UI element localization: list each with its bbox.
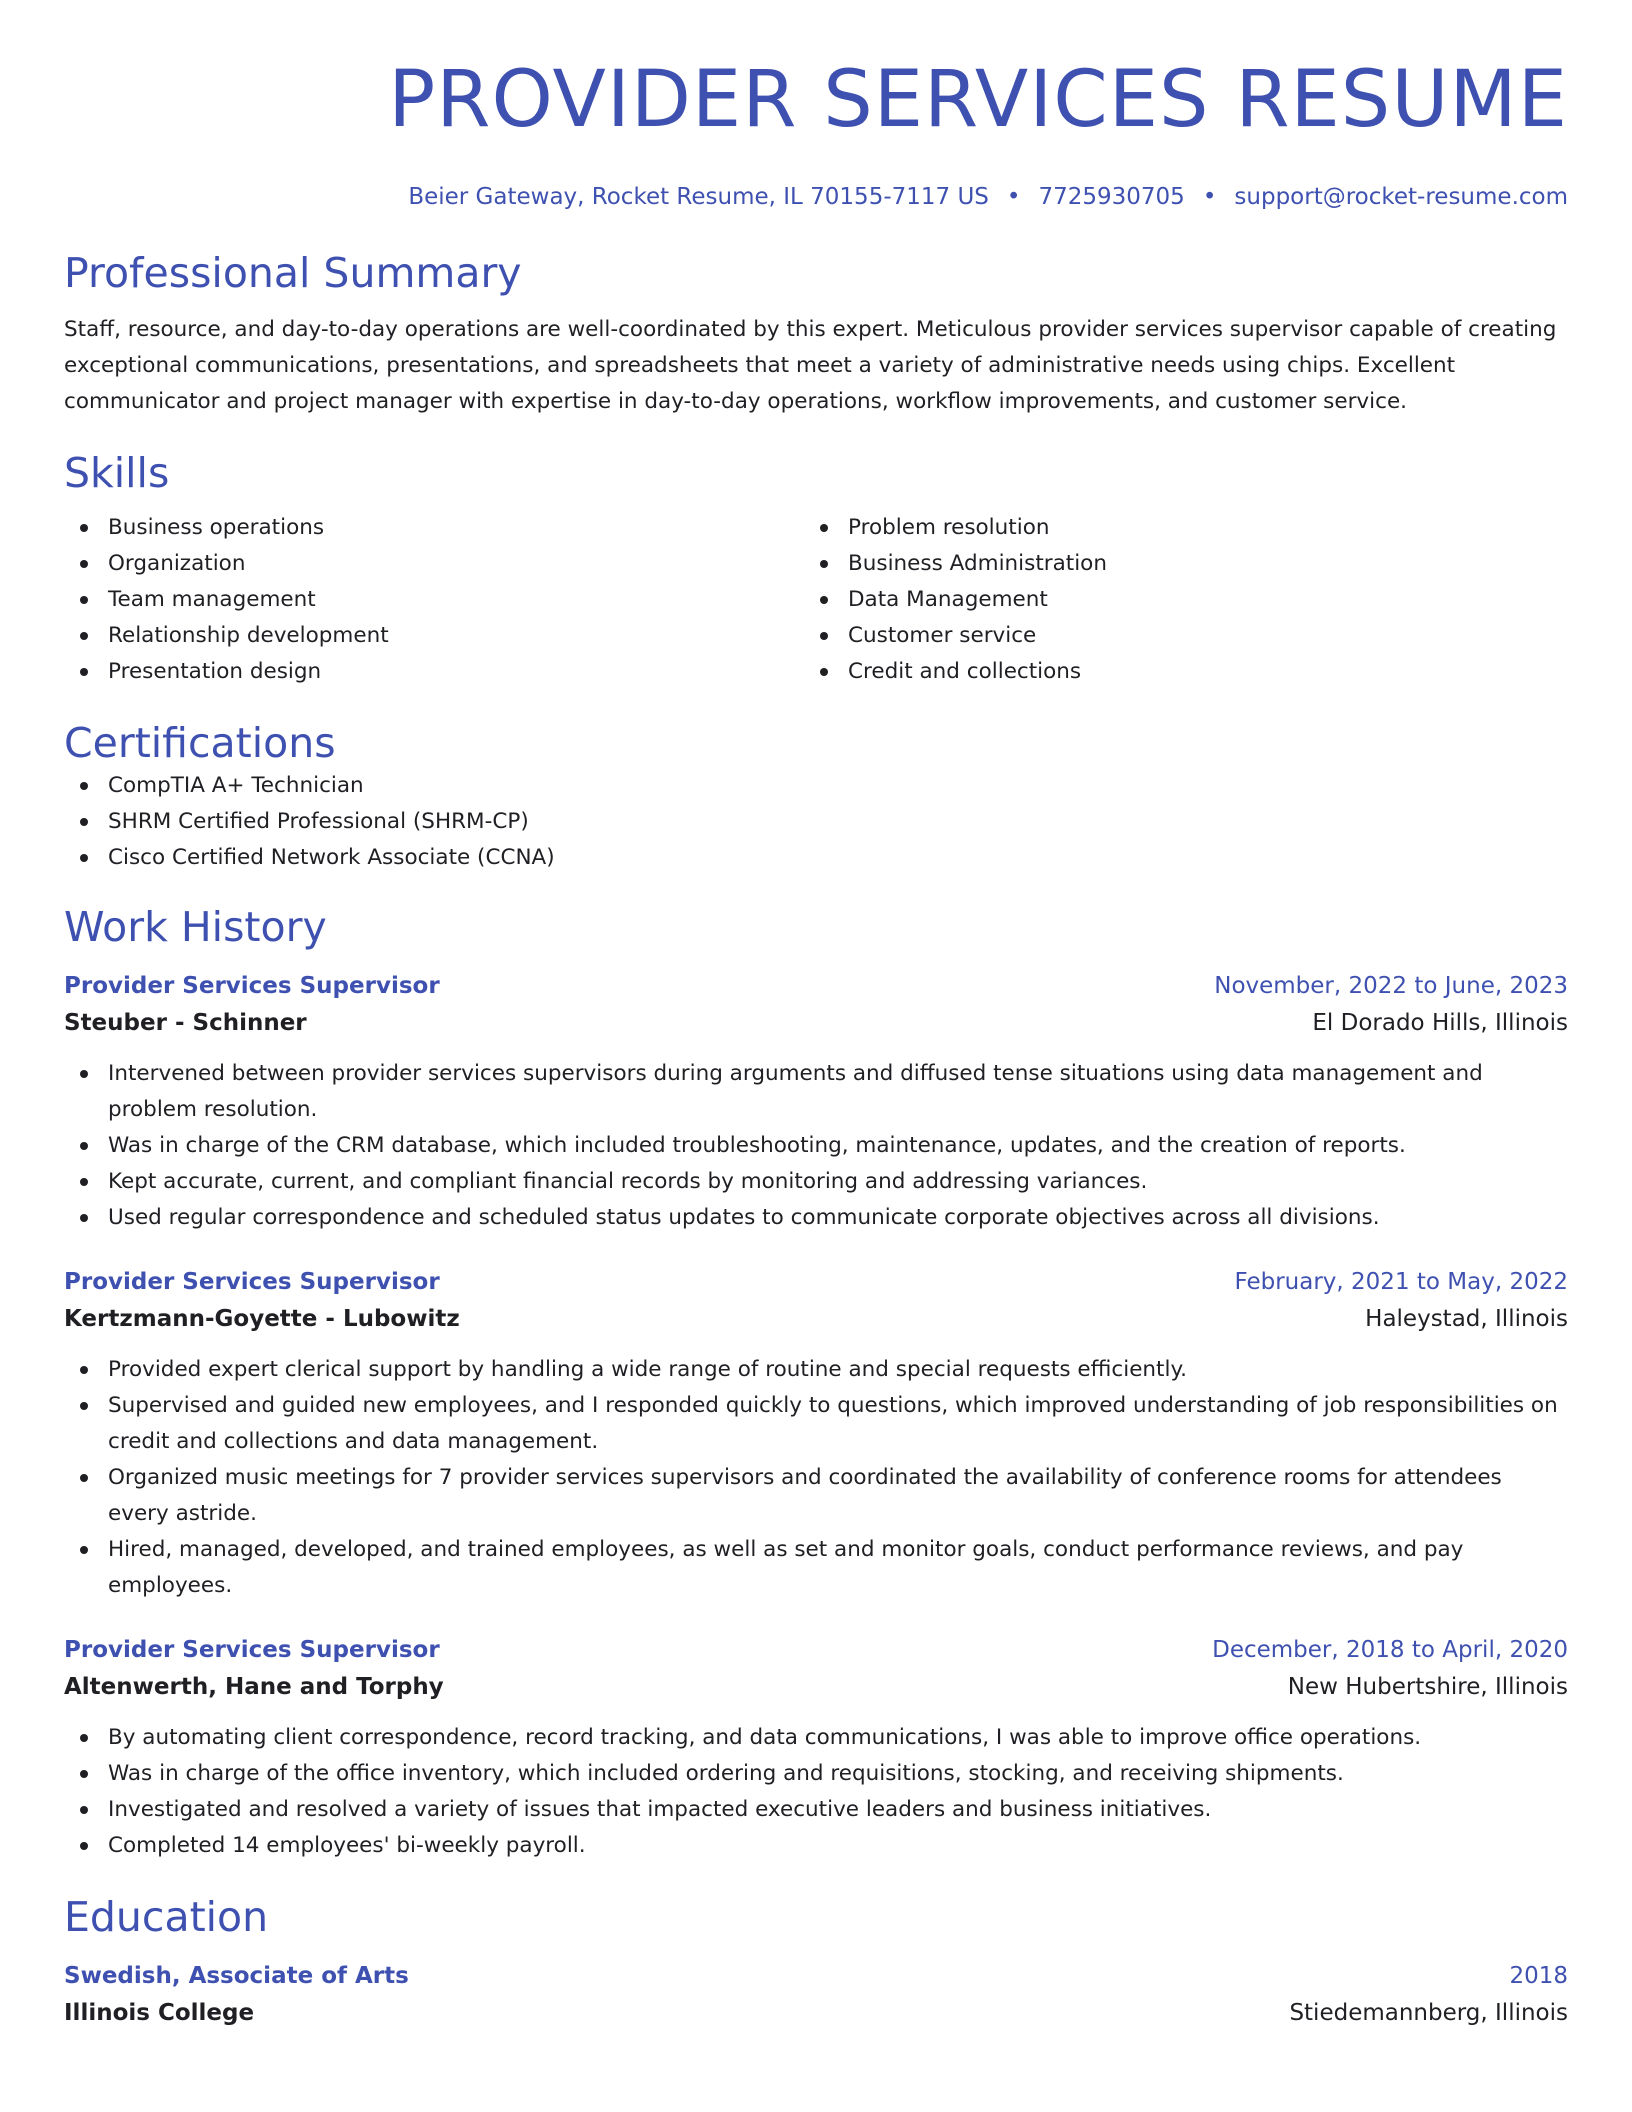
skill-item: Business operations [64, 510, 804, 546]
contact-line [64, 182, 1568, 212]
skill-item: Presentation design [64, 654, 804, 690]
job-company: Steuber - Schinner [64, 1010, 307, 1036]
education-school-row [64, 1994, 1568, 2032]
skill-item: Credit and collections [804, 654, 1544, 690]
job-bullets [64, 1352, 1568, 1604]
job-bullet: Was in charge of the CRM database, which included troubleshooting, maintenance, updates, and the creation of reports. [64, 1128, 1568, 1164]
certification-item: SHRM Certified Professional (SHRM-CP) [64, 804, 1568, 840]
summary-heading: Professional Summary [64, 249, 522, 297]
resume-name: PROVIDER SERVICES RESUME [388, 55, 1568, 145]
certifications-heading: Certifications [64, 719, 336, 767]
skills-heading: Skills [64, 449, 170, 497]
job-dates: February, 2021 to May, 2022 [1234, 1269, 1568, 1295]
job-entry [64, 1632, 1568, 1864]
job-company: Kertzmann-Goyette - Lubowitz [64, 1306, 460, 1332]
skills-list-left [64, 510, 804, 690]
certification-item: CompTIA A+ Technician [64, 768, 1568, 804]
summary-text: Staff, resource, and day-to-day operations are well-coordinated by this expert. Meticulous provider services supervisor capable of creating exceptional communications, presentations, and spreadsheets that meet a variety of administrative needs using chips. Excellent communicator and project manager with expertise in day-to-day operations, workflow improvements, and customer service. [64, 317, 1557, 414]
job-dates: November, 2022 to June, 2023 [1214, 973, 1568, 999]
job-location: El Dorado Hills, Illinois [1312, 1010, 1568, 1036]
job-title: Provider Services Supervisor [64, 1269, 440, 1295]
certification-item: Cisco Certified Network Associate (CCNA) [64, 840, 1568, 876]
skills-grid [64, 510, 1568, 690]
skill-item: Organization [64, 546, 804, 582]
contact-separator: • [1006, 184, 1021, 210]
education-entry [64, 1958, 1568, 2032]
education-header-row [64, 1958, 1568, 1994]
skill-item: Customer service [804, 618, 1544, 654]
job-bullet: Completed 14 employees' bi-weekly payroll. [64, 1828, 1568, 1864]
job-entry [64, 968, 1568, 1236]
job-header-row [64, 1632, 1568, 1668]
skills-list-right [804, 510, 1544, 690]
job-bullet: Used regular correspondence and scheduled status updates to communicate corporate objectives across all divisions. [64, 1200, 1568, 1236]
job-company: Altenwerth, Hane and Torphy [64, 1674, 444, 1700]
education-school: Illinois College [64, 2000, 255, 2026]
contact-phone[interactable]: 7725930705 [1038, 184, 1185, 210]
education-year: 2018 [1509, 1963, 1568, 1989]
education-degree: Swedish, Associate of Arts [64, 1963, 409, 1989]
job-bullet: Investigated and resolved a variety of issues that impacted executive leaders and business initiatives. [64, 1792, 1568, 1828]
skill-item: Relationship development [64, 618, 804, 654]
job-bullet: Organized music meetings for 7 provider services supervisors and coordinated the availability of conference rooms for attendees every astride. [64, 1460, 1568, 1532]
job-bullet: Intervened between provider services supervisors during arguments and diffused tense situations using data management and problem resolution. [64, 1056, 1568, 1128]
job-bullet: Supervised and guided new employees, and I responded quickly to questions, which improved understanding of job responsibilities on credit and collections and data management. [64, 1388, 1568, 1460]
education-location: Stiedemannberg, Illinois [1289, 2000, 1568, 2026]
job-company-row [64, 1300, 1568, 1338]
job-header-row [64, 968, 1568, 1004]
job-dates: December, 2018 to April, 2020 [1212, 1637, 1568, 1663]
education-heading: Education [64, 1893, 269, 1941]
job-bullet: Provided expert clerical support by handling a wide range of routine and special requests efficiently. [64, 1352, 1568, 1388]
job-bullets [64, 1056, 1568, 1236]
job-location: New Hubertshire, Illinois [1287, 1674, 1568, 1700]
job-bullet: Hired, managed, developed, and trained employees, as well as set and monitor goals, conduct performance reviews, and pay employees. [64, 1532, 1568, 1604]
job-title: Provider Services Supervisor [64, 1637, 440, 1663]
skill-item: Team management [64, 582, 804, 618]
job-company-row [64, 1668, 1568, 1706]
job-location: Haleystad, Illinois [1365, 1306, 1568, 1332]
job-bullet: Was in charge of the office inventory, which included ordering and requisitions, stocking, and receiving shipments. [64, 1756, 1568, 1792]
work-history-heading: Work History [64, 903, 327, 951]
skill-item: Business Administration [804, 546, 1544, 582]
contact-separator: • [1202, 184, 1217, 210]
skill-item: Data Management [804, 582, 1544, 618]
job-bullets [64, 1720, 1568, 1864]
job-header-row [64, 1264, 1568, 1300]
job-entry [64, 1264, 1568, 1604]
contact-email[interactable]: support@rocket-resume.com [1234, 184, 1568, 210]
contact-address: Beier Gateway, Rocket Resume, IL 70155-7117 US [408, 184, 989, 210]
skill-item: Problem resolution [804, 510, 1544, 546]
certifications-list [64, 768, 1568, 876]
job-title: Provider Services Supervisor [64, 973, 440, 999]
job-company-row [64, 1004, 1568, 1042]
job-bullet: Kept accurate, current, and compliant financial records by monitoring and addressing variances. [64, 1164, 1568, 1200]
job-bullet: By automating client correspondence, record tracking, and data communications, I was able to improve office operations. [64, 1720, 1568, 1756]
